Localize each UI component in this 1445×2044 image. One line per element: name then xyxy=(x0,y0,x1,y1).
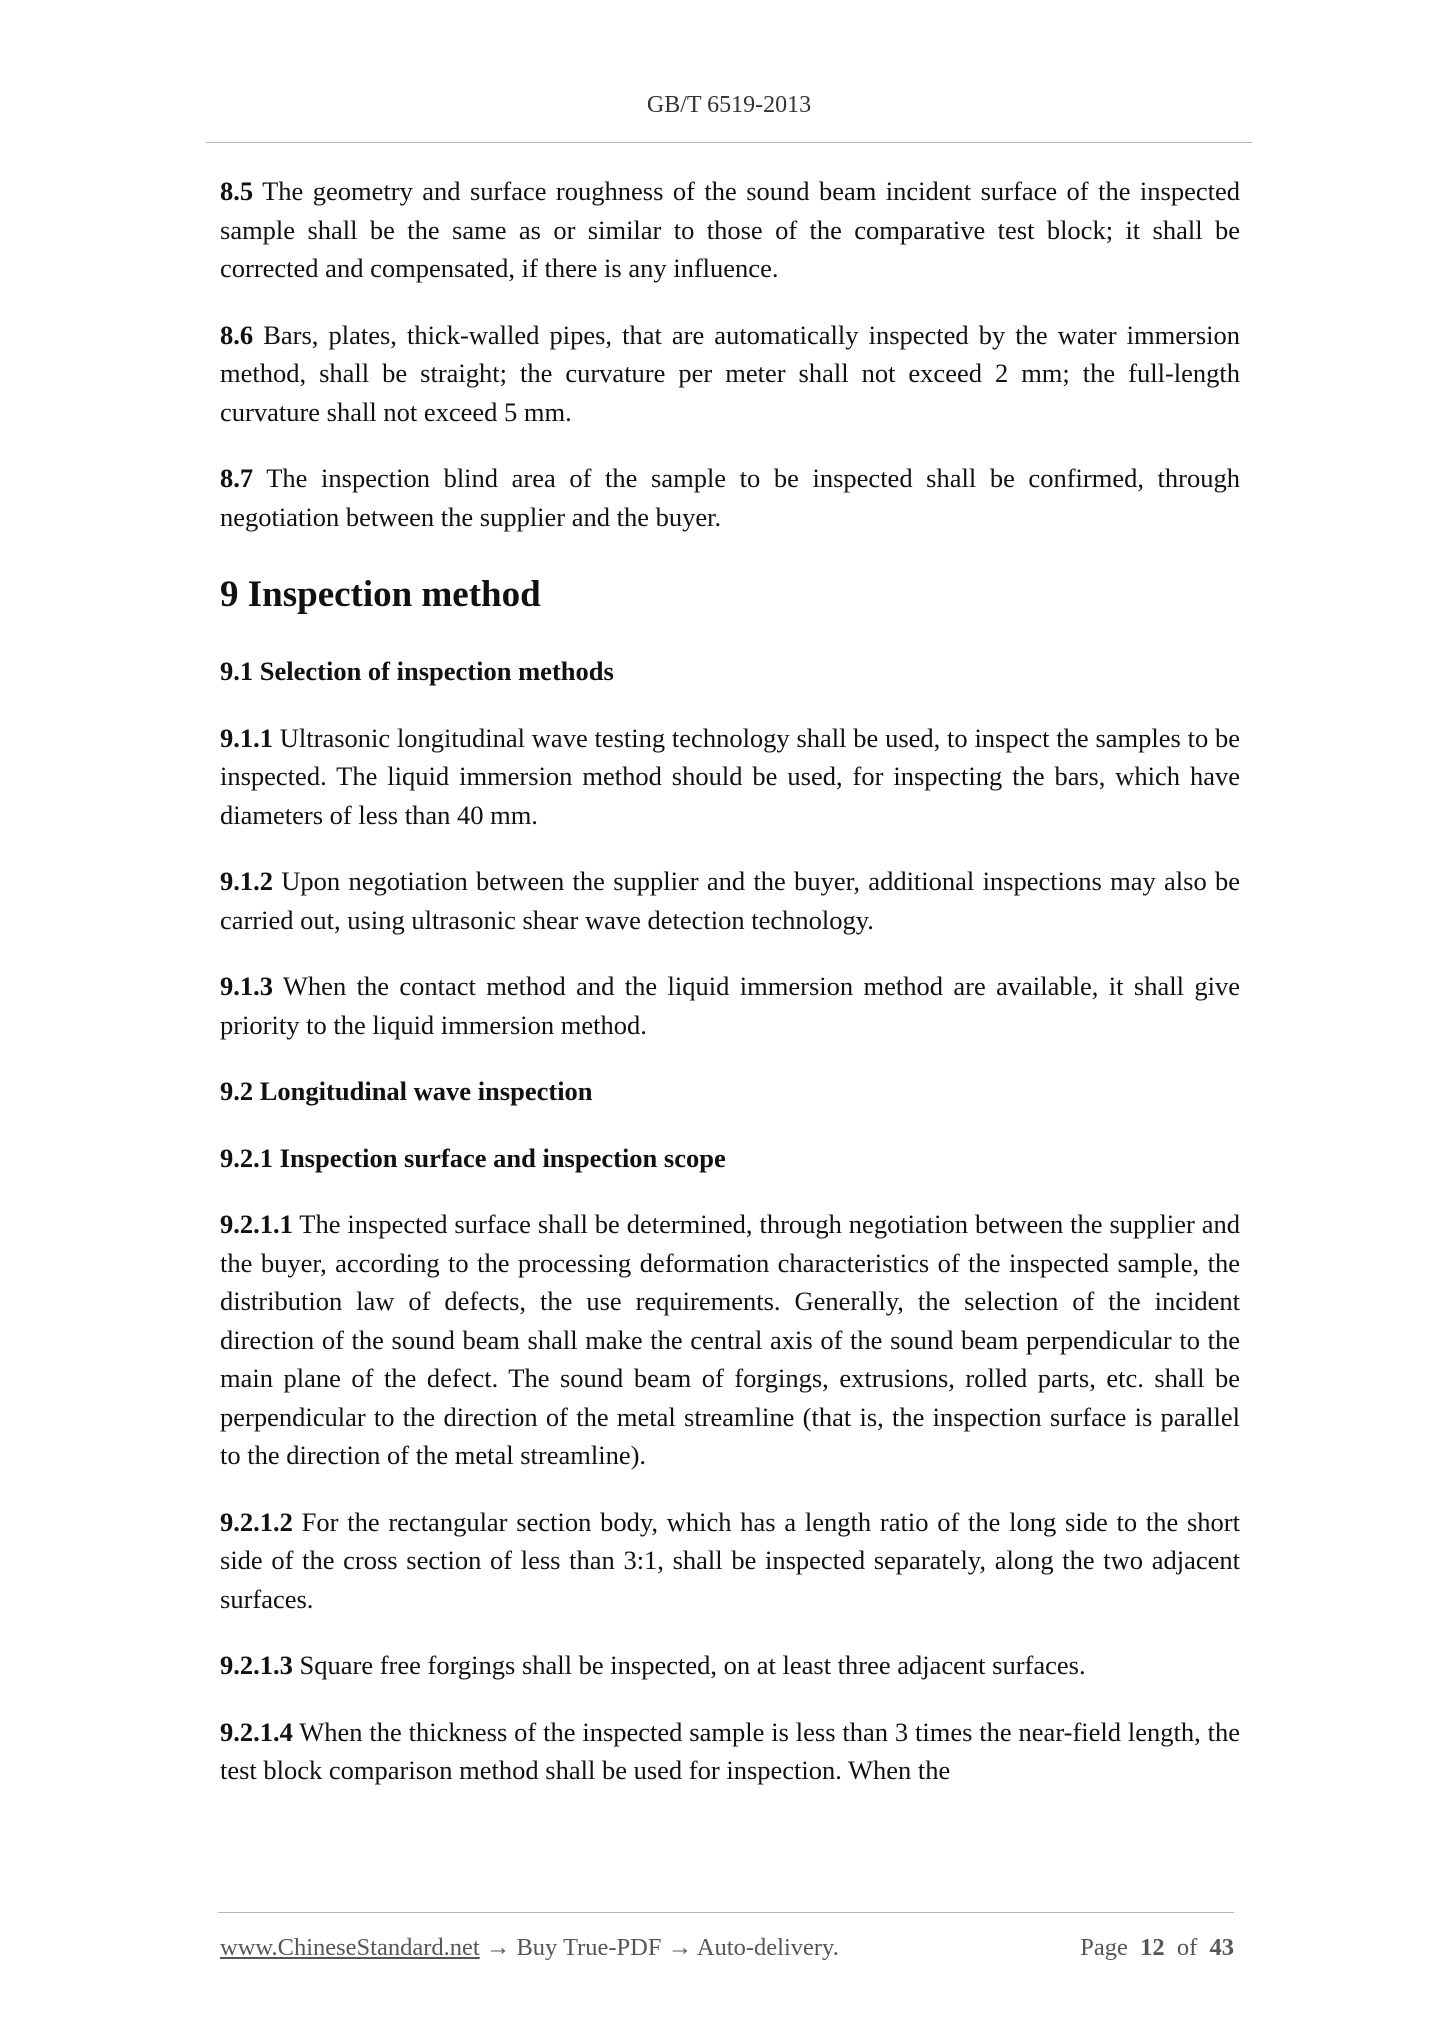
subsection-heading-9-2: 9.2 Longitudinal wave inspection xyxy=(220,1076,593,1106)
header-divider xyxy=(206,142,1252,143)
section-heading-9: 9 Inspection method xyxy=(220,574,541,615)
subsection-heading-9-2-1: 9.2.1 Inspection surface and inspection scope xyxy=(220,1142,726,1173)
page-label: Page xyxy=(1080,1934,1128,1961)
clause-9-1-1 xyxy=(220,719,1240,835)
clause-8-6 xyxy=(220,316,1240,432)
clause-number: 9.2.1.4 xyxy=(220,1716,293,1747)
clause-9-2-1-3 xyxy=(220,1646,1240,1685)
clause-text: The geometry and surface roughness of the sound beam incident surface of the inspected sample shall be the same as or similar to those of the comparative test block; it shall be corrected and compensated, if there is any influence. xyxy=(220,176,1240,283)
clause-number: 8.7 xyxy=(220,463,254,493)
clause-9-2-1-2 xyxy=(220,1503,1240,1619)
footer-promo-text: → Buy True-PDF → Auto-delivery. xyxy=(479,1934,839,1961)
document-body xyxy=(220,172,1240,1818)
clause-number: 8.5 xyxy=(220,176,254,206)
clause-8-7 xyxy=(220,459,1240,536)
clause-text: Square free forgings shall be inspected, on at least three adjacent surfaces. xyxy=(292,1650,1086,1680)
clause-number: 9.2.1.3 xyxy=(220,1650,293,1680)
page-indicator xyxy=(1080,1934,1234,1962)
page-header: GB/T 6519-2013 xyxy=(646,92,812,118)
clause-text: Bars, plates, thick-walled pipes, that are automatically inspected by the water immersion method, shall be straight; the curvature per meter shall not exceed 2 mm; the full-length curvature shall not exceed 5 mm. xyxy=(220,319,1240,427)
clause-text: Upon negotiation between the supplier and the buyer, additional inspections may also be carried out, using ultrasonic shear wave detection technology. xyxy=(220,866,1240,935)
footer-promo xyxy=(220,1934,839,1962)
clause-number: 9.2.1.1 xyxy=(220,1209,293,1239)
site-link[interactable]: www.ChineseStandard.net xyxy=(220,1934,480,1961)
clause-text: The inspection blind area of the sample to be inspected shall be confirmed, through negotiation between the supplier and the buyer. xyxy=(220,463,1240,532)
clause-number: 9.2.1.2 xyxy=(220,1506,293,1537)
clause-9-2-1-1 xyxy=(220,1205,1240,1475)
subsection-heading-9-1: 9.1 Selection of inspection methods xyxy=(220,656,614,686)
clause-9-1-2 xyxy=(220,862,1240,939)
clause-number: 8.6 xyxy=(220,319,254,350)
clause-number: 9.1.3 xyxy=(220,971,273,1001)
clause-number: 9.1.2 xyxy=(220,866,273,896)
clause-8-5 xyxy=(220,172,1240,288)
footer-divider xyxy=(218,1912,1234,1913)
clause-text: For the rectangular section body, which has a length ratio of the long side to the short side of the cross section of less than 3:1, shall be inspected separately, along the two adjacent surfaces. xyxy=(220,1506,1240,1614)
page-number: 12 xyxy=(1140,1934,1165,1961)
clause-9-1-3 xyxy=(220,967,1240,1044)
clause-text: Ultrasonic longitudinal wave testing technology shall be used, to inspect the samples to be inspected. The liquid immersion method should be used, for inspecting the bars, which have diameters of less than 40 mm. xyxy=(220,722,1240,830)
clause-text: When the contact method and the liquid immersion method are available, it shall give priority to the liquid immersion method. xyxy=(220,971,1240,1040)
clause-text: When the thickness of the inspected sample is less than 3 times the near-field length, the test block comparison method shall be used for inspection. When the xyxy=(220,1716,1240,1785)
of-label: of xyxy=(1176,1934,1198,1961)
page-total: 43 xyxy=(1209,1934,1234,1961)
clause-9-2-1-4 xyxy=(220,1713,1240,1790)
clause-text: The inspected surface shall be determined, through negotiation between the supplier and the buyer, according to the processing deformation characteristics of the inspected sample, the distribution law of defects, the use requirements. Generally, the selection of the incident direction of the sound beam shall make the central axis of the sound beam perpendicular to the main plane of the defect. The sound beam of forgings, extrusions, rolled parts, etc. shall be perpendicular to the direction of the metal streamline (that is, the inspection surface is parallel to the direction of the metal streamline). xyxy=(220,1209,1240,1470)
clause-number: 9.1.1 xyxy=(220,722,273,753)
